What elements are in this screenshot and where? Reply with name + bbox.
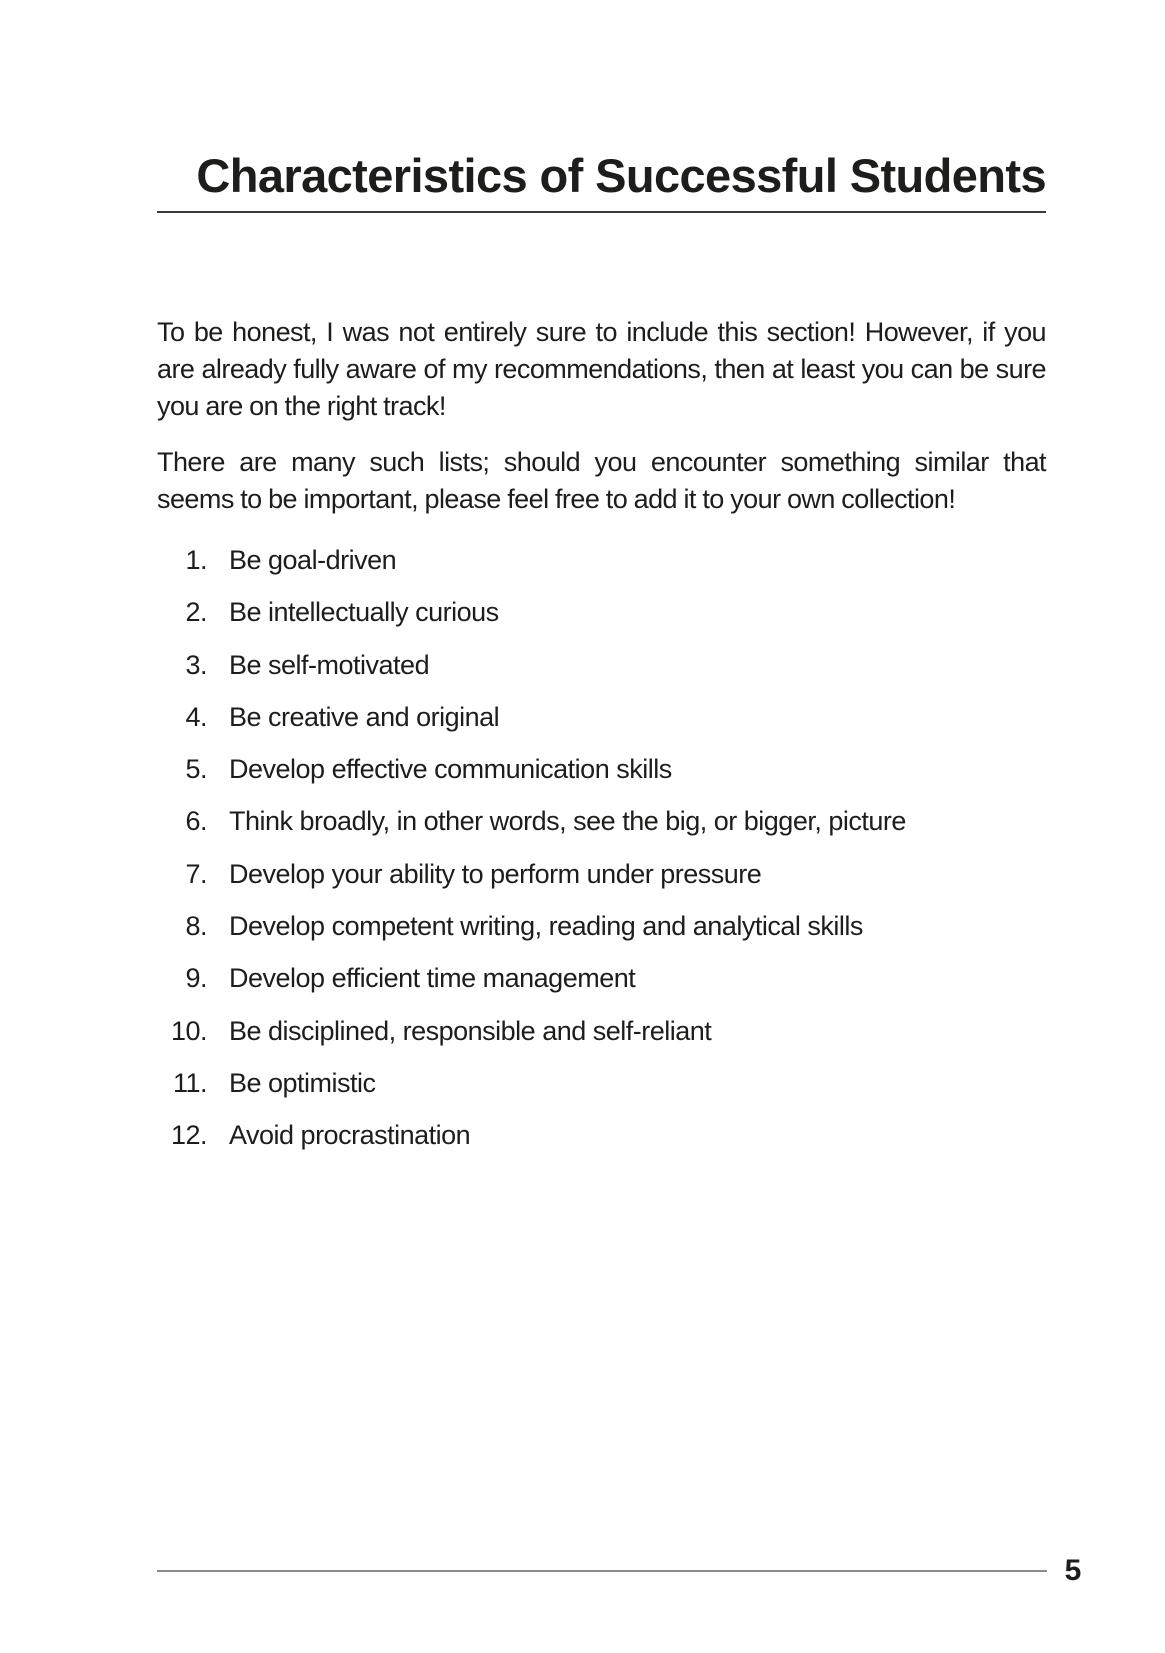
- list-item: [157, 1117, 1046, 1169]
- list-item: [157, 1013, 1046, 1065]
- list-number: 6.: [185, 806, 207, 837]
- list-item: [157, 960, 1046, 1012]
- list-text: Be goal-driven: [229, 545, 397, 575]
- intro-paragraph: To be honest, I was not entirely sure to include this section! However, if you are already fully aware of my recommendations, then at least you can be sure you are on the right track!: [157, 317, 1046, 421]
- list-text: Develop efficient time management: [229, 963, 636, 994]
- list-text: Be creative and original: [229, 701, 500, 732]
- list-number: 5.: [185, 754, 207, 785]
- list-text: Avoid procrastination: [229, 1120, 471, 1151]
- list-text: Be optimistic: [229, 1067, 376, 1098]
- list-number: 7.: [185, 858, 207, 889]
- list-number: 10.: [170, 1015, 207, 1046]
- list-text: Develop effective communication skills: [229, 754, 672, 785]
- list-number: 11.: [172, 1067, 207, 1098]
- list-text: Be intellectually curious: [229, 597, 499, 628]
- page-title: Characteristics of Successful Students: [196, 149, 1046, 202]
- list-text: Think broadly, in other words, see the big, or bigger, picture: [229, 806, 906, 837]
- list-text: Develop your ability to perform under pressure: [229, 858, 762, 889]
- list-item: [157, 1065, 1046, 1117]
- title-divider: [157, 211, 1046, 213]
- list-item: [157, 803, 1046, 855]
- list-item: [157, 751, 1046, 803]
- characteristics-list: [157, 542, 1046, 1170]
- list-item: [157, 647, 1046, 699]
- list-number: 4.: [185, 701, 207, 732]
- footer-divider: [157, 1570, 1047, 1572]
- list-number: 3.: [185, 649, 207, 680]
- list-text: Develop competent writing, reading and analytical skills: [229, 911, 863, 942]
- list-text: Be self-motivated: [229, 649, 430, 680]
- list-item: [157, 594, 1046, 646]
- list-number: 9.: [185, 963, 207, 994]
- lists-paragraph: There are many such lists; should you encounter something similar that seems to be important, please feel free to add it to your own collection!: [157, 447, 1046, 514]
- list-item: [157, 908, 1046, 960]
- list-item: [157, 856, 1046, 908]
- page-number: 5: [1064, 1554, 1082, 1587]
- list-item: [157, 699, 1046, 751]
- list-item: [157, 542, 1046, 594]
- list-text: Be disciplined, responsible and self-reliant: [229, 1015, 712, 1046]
- list-number: 2.: [185, 597, 207, 628]
- list-number: 8.: [185, 911, 207, 942]
- list-number: 12.: [170, 1120, 207, 1151]
- list-number: 1.: [185, 545, 207, 575]
